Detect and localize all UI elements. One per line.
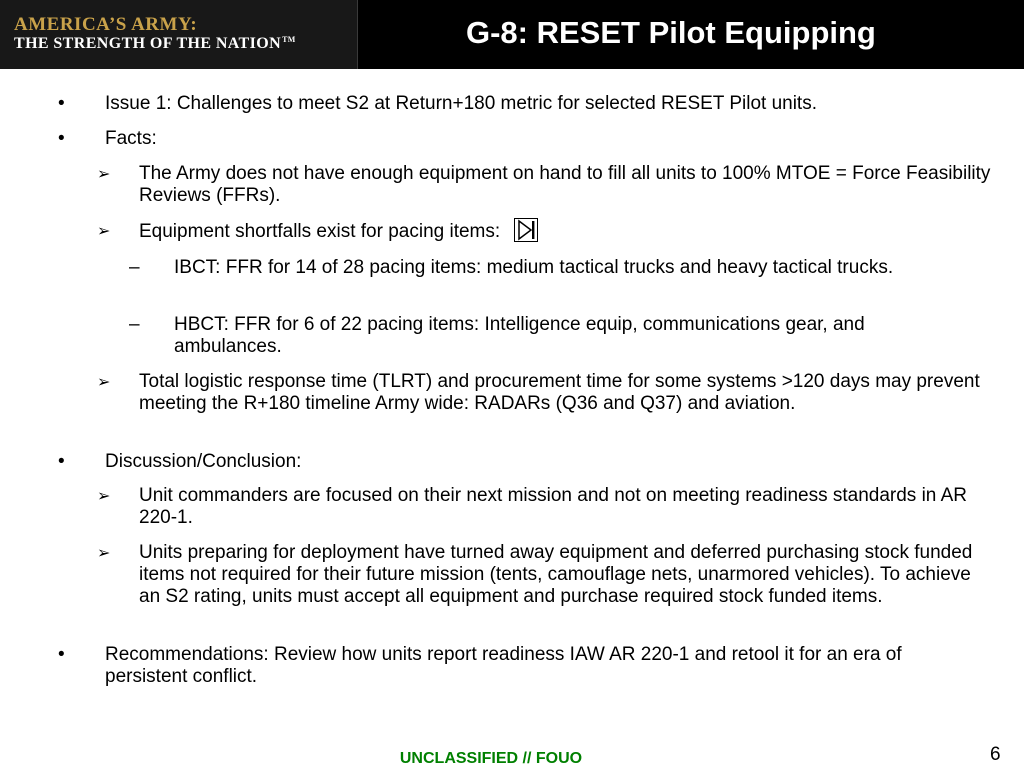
- bullet-marker: •: [58, 128, 65, 149]
- arrow-marker: ➢: [97, 221, 111, 240]
- arrow-marker: ➢: [97, 486, 111, 505]
- bullet-marker: •: [58, 644, 65, 665]
- trademark-mark: TM: [282, 35, 296, 44]
- shortfall-hbct: HBCT: FFR for 6 of 22 pacing items: Intelligence equip, communications gear, and ambulances.: [174, 314, 865, 357]
- dash-marker: –: [129, 314, 140, 335]
- arrow-marker: ➢: [97, 164, 111, 183]
- fact-shortfalls-text: Equipment shortfalls exist for pacing items:: [139, 221, 501, 243]
- discussion-deployment: Units preparing for deployment have turned away equipment and deferred purchasing stock funded items not required for their future mission (tents, camouflage nets, unarmored vehicles). To achieve an S2 rating, units must accept all equipment and purchase required stock funded items.: [139, 542, 973, 607]
- discussion-commanders: Unit commanders are focused on their next mission and not on meeting readiness standards in AR 220-1.: [139, 485, 968, 528]
- logo-tagline-bottom-text: THE STRENGTH OF THE NATION: [14, 35, 282, 52]
- logo-tagline-top: AMERICA’S ARMY:: [14, 14, 198, 35]
- bullet-marker: •: [58, 93, 65, 114]
- classification-marking: UNCLASSIFIED // FOUO: [399, 750, 583, 767]
- fact-tlrt: Total logistic response time (TLRT) and procurement time for some systems >120 days may prevent meeting the R+180 timeline Army wide: RADARs (Q36 and Q37) and aviation.: [139, 371, 980, 414]
- slide-title: G-8: RESET Pilot Equipping: [466, 15, 876, 50]
- arrow-marker: ➢: [97, 372, 111, 391]
- shortfall-ibct: IBCT: FFR for 14 of 28 pacing items: medium tactical trucks and heavy tactical trucks.: [174, 257, 894, 278]
- bullet-facts: Facts:: [105, 128, 157, 149]
- dash-marker: –: [129, 257, 140, 278]
- play-next-icon[interactable]: [514, 218, 538, 242]
- bullet-marker: •: [58, 451, 65, 472]
- fact-shortfalls: [139, 220, 994, 244]
- bullet-discussion: Discussion/Conclusion:: [105, 451, 302, 472]
- arrow-marker: ➢: [97, 543, 111, 562]
- bullet-recommendations: Recommendations: Review how units report readiness IAW AR 220-1 and retool it for an era of persistent conflict.: [105, 644, 902, 687]
- fact-equipment-on-hand: The Army does not have enough equipment on hand to fill all units to 100% MTOE = Force Feasibility Reviews (FFRs).: [139, 163, 991, 206]
- bullet-issue: Issue 1: Challenges to meet S2 at Return+180 metric for selected RESET Pilot units.: [105, 93, 817, 114]
- page-number: 6: [990, 744, 1001, 765]
